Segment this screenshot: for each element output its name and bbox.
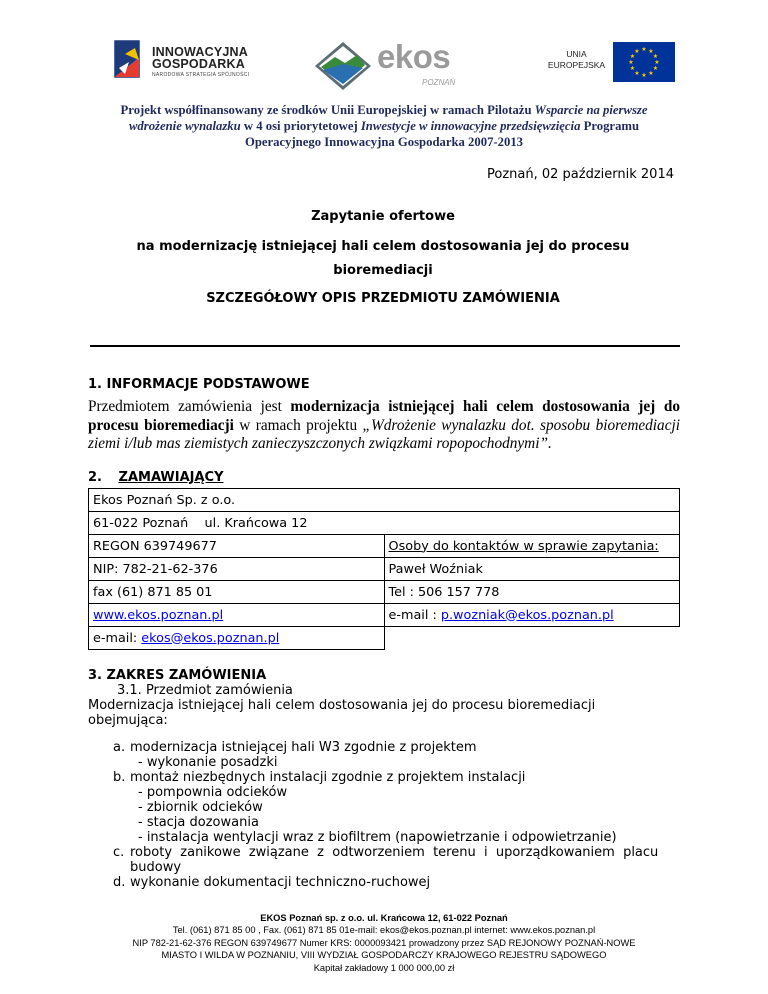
email2-label: e-mail:	[93, 630, 142, 646]
company-address: 61-022 Poznań ul. Krańcowa 12	[89, 512, 680, 535]
innowacyjna-gospodarka-logo	[113, 38, 273, 88]
intro-italic-2: wdrożenie wynalazku	[128, 119, 241, 133]
footer-line-4: MIASTO I WILDA W POZNANIU, VIII WYDZIAŁ GOSPODARCZY KRAJOWEGO REJESTRU SĄDOWEGO	[161, 950, 607, 961]
list-marker: c.	[113, 845, 125, 860]
table-row	[89, 581, 680, 604]
website-cell	[89, 604, 385, 627]
intro-text-2: w 4 osi priorytetowej	[240, 119, 361, 133]
list-item	[130, 785, 680, 800]
list-text: montaż niezbędnych instalacji zgodnie z projektem instalacji	[130, 770, 526, 785]
intro-italic-1: Wsparcie na pierwsze	[534, 103, 648, 117]
svg-text:★: ★	[629, 53, 636, 60]
list-text: - zbiornik odcieków	[138, 800, 263, 815]
section-1-heading: 1. INFORMACJE PODSTAWOWE	[88, 377, 310, 392]
regon-cell: REGON 639749677	[89, 535, 385, 558]
list-text: - wykonanie posadzki	[138, 755, 278, 770]
table-row	[89, 604, 680, 627]
footer-line-2: Tel. (061) 871 85 00 , Fax. (061) 871 85 01e-mail: ekos@ekos.poznan.pl internet: www.ekos.poznan.pl	[172, 925, 596, 936]
ekos-logo	[313, 40, 473, 92]
document-subtitle-line1: na modernizację istniejącej hali celem dostosowania jej do procesu	[136, 239, 630, 254]
svg-text:★: ★	[648, 70, 654, 77]
svg-text:★: ★	[654, 59, 660, 66]
eu-line2: EUROPEJSKA	[547, 60, 606, 70]
s2-number: 2.	[88, 470, 102, 485]
phone-cell: Tel : 506 157 778	[384, 581, 680, 604]
eu-flag-icon	[613, 42, 675, 82]
fax-cell: fax (61) 871 85 01	[89, 581, 385, 604]
svg-text:★: ★	[629, 65, 636, 72]
ekos-subtitle: POZNAŃ	[422, 78, 456, 87]
table-row	[89, 627, 680, 650]
ig-line2: GOSPODARKA	[152, 57, 245, 71]
svg-text:★: ★	[652, 53, 659, 60]
ekos-mountain-icon	[313, 40, 373, 92]
list-item	[130, 830, 680, 845]
intro-italic-3: Inwestycje w innowacyjne przedsięwzięcia	[360, 119, 581, 133]
project-funding-notice	[90, 102, 678, 150]
svg-text:★: ★	[628, 59, 634, 66]
s2-heading-text: ZAMAWIAJĄCY	[118, 470, 224, 485]
table-row	[89, 558, 680, 581]
document-subtitle-line2: bioremediacji	[333, 263, 433, 278]
section-1-body	[88, 398, 680, 454]
svg-text:★: ★	[634, 70, 640, 77]
list-text: wykonanie dokumentacji techniczno-ruchowej	[130, 875, 431, 890]
eu-line1: UNIA	[566, 49, 587, 59]
eu-text	[545, 49, 608, 71]
horizontal-divider	[90, 345, 680, 347]
intro-text-1: Projekt współfinansowany ze środków Unii Europejskiej w ramach Pilotażu	[120, 103, 535, 117]
ig-line1: INNOWACYJNA	[152, 45, 248, 59]
eu-logo	[545, 42, 680, 82]
svg-text:★: ★	[652, 65, 659, 72]
list-marker: a.	[113, 740, 126, 755]
table-row	[89, 512, 680, 535]
scope-list	[113, 740, 680, 890]
list-item	[113, 875, 680, 890]
list-item	[113, 845, 680, 860]
svg-text:★: ★	[641, 46, 647, 53]
section-3-desc-1: Modernizacja istniejącej hali celem dostosowania jej do procesu bioremediacji	[88, 698, 596, 713]
footer-line-5: Kapitał zakładowy 1 000 000,00 zł	[313, 962, 455, 973]
svg-text:★: ★	[634, 48, 640, 55]
table-row	[89, 535, 680, 558]
list-item	[130, 755, 680, 770]
contractor-info-table	[88, 488, 680, 650]
section-3-desc-2: obejmująca:	[88, 713, 168, 728]
s1-italic: „Wdrożenie wynalazku dot. sposobu bioremediacji ziemi i/lub mas ziemistych zanieczyszczonych związkami ropopochodnymi”.	[88, 416, 680, 452]
ig-logo-icon	[113, 38, 145, 80]
ekos-wordmark: ekos	[377, 38, 451, 75]
svg-text:★: ★	[641, 72, 647, 79]
table-row	[89, 489, 680, 512]
company-name: Ekos Poznań Sp. z o.o.	[89, 489, 680, 512]
ig-small-text: NARODOWA STRATEGIA SPÓJNOŚCI	[152, 72, 250, 78]
section-2-heading	[88, 470, 224, 485]
s1-text-2: w ramach projektu	[233, 416, 363, 434]
company-email-cell	[89, 627, 385, 650]
list-text: - pompownia odcieków	[138, 785, 288, 800]
email-label: e-mail :	[388, 607, 441, 623]
footer-line-3: NIP 782-21-62-376 REGON 639749677 Numer KRS: 0000093421 prowadzony przez SĄD REJONOWY POZNAŃ-NOWE	[132, 937, 636, 948]
list-text: roboty zanikowe związane z odtworzeniem terenu i uporządkowaniem placu	[130, 845, 659, 860]
s1-text-1: Przedmiotem zamówienia jest	[88, 398, 291, 415]
list-item	[113, 770, 680, 785]
page-footer	[40, 912, 728, 974]
list-text: - stacja dozowania	[138, 815, 259, 830]
svg-text:★: ★	[648, 48, 654, 55]
list-marker: b.	[113, 770, 126, 785]
contact-person: Paweł Woźniak	[384, 558, 680, 581]
website-link[interactable]: www.ekos.poznan.pl	[93, 607, 224, 623]
list-item	[130, 800, 680, 815]
contacts-label: Osoby do kontaktów w sprawie zapytania:	[384, 535, 680, 558]
contact-email-cell	[384, 604, 680, 627]
document-date: Poznań, 02 październik 2014	[487, 167, 674, 182]
list-text: budowy	[130, 860, 182, 875]
intro-text-4: Operacyjnego Innowacyjna Gospodarka 2007-2013	[244, 135, 524, 149]
list-text: modernizacja istniejącej hali W3 zgodnie z projektem	[130, 740, 477, 755]
section-3-1-heading: 3.1. Przedmiot zamówienia	[117, 683, 293, 698]
section-title: SZCZEGÓŁOWY OPIS PRZEDMIOTU ZAMÓWIENIA	[206, 291, 560, 306]
ig-logo-text	[152, 46, 248, 70]
nip-cell: NIP: 782-21-62-376	[89, 558, 385, 581]
empty-cell	[384, 627, 680, 650]
document-title: Zapytanie ofertowe	[311, 209, 455, 224]
s1-bold: modernizacja istniejącej hali celem dostosowania jej do procesu bioremediacji	[88, 398, 680, 434]
contact-email-link[interactable]: p.wozniak@ekos.poznan.pl	[440, 607, 614, 623]
footer-line-1: EKOS Poznań sp. z o.o. ul. Krańcowa 12, 61-022 Poznań	[260, 913, 508, 923]
company-email-link[interactable]: ekos@ekos.poznan.pl	[141, 630, 280, 646]
list-item	[113, 740, 680, 755]
list-marker: d.	[113, 875, 126, 890]
list-text: - instalacja wentylacji wraz z biofiltrem (napowietrzanie i odpowietrzanie)	[138, 830, 617, 845]
intro-text-3: Programu	[580, 119, 640, 133]
list-item	[130, 815, 680, 830]
section-3-heading: 3. ZAKRES ZAMÓWIENIA	[88, 668, 267, 683]
list-item	[130, 860, 680, 875]
